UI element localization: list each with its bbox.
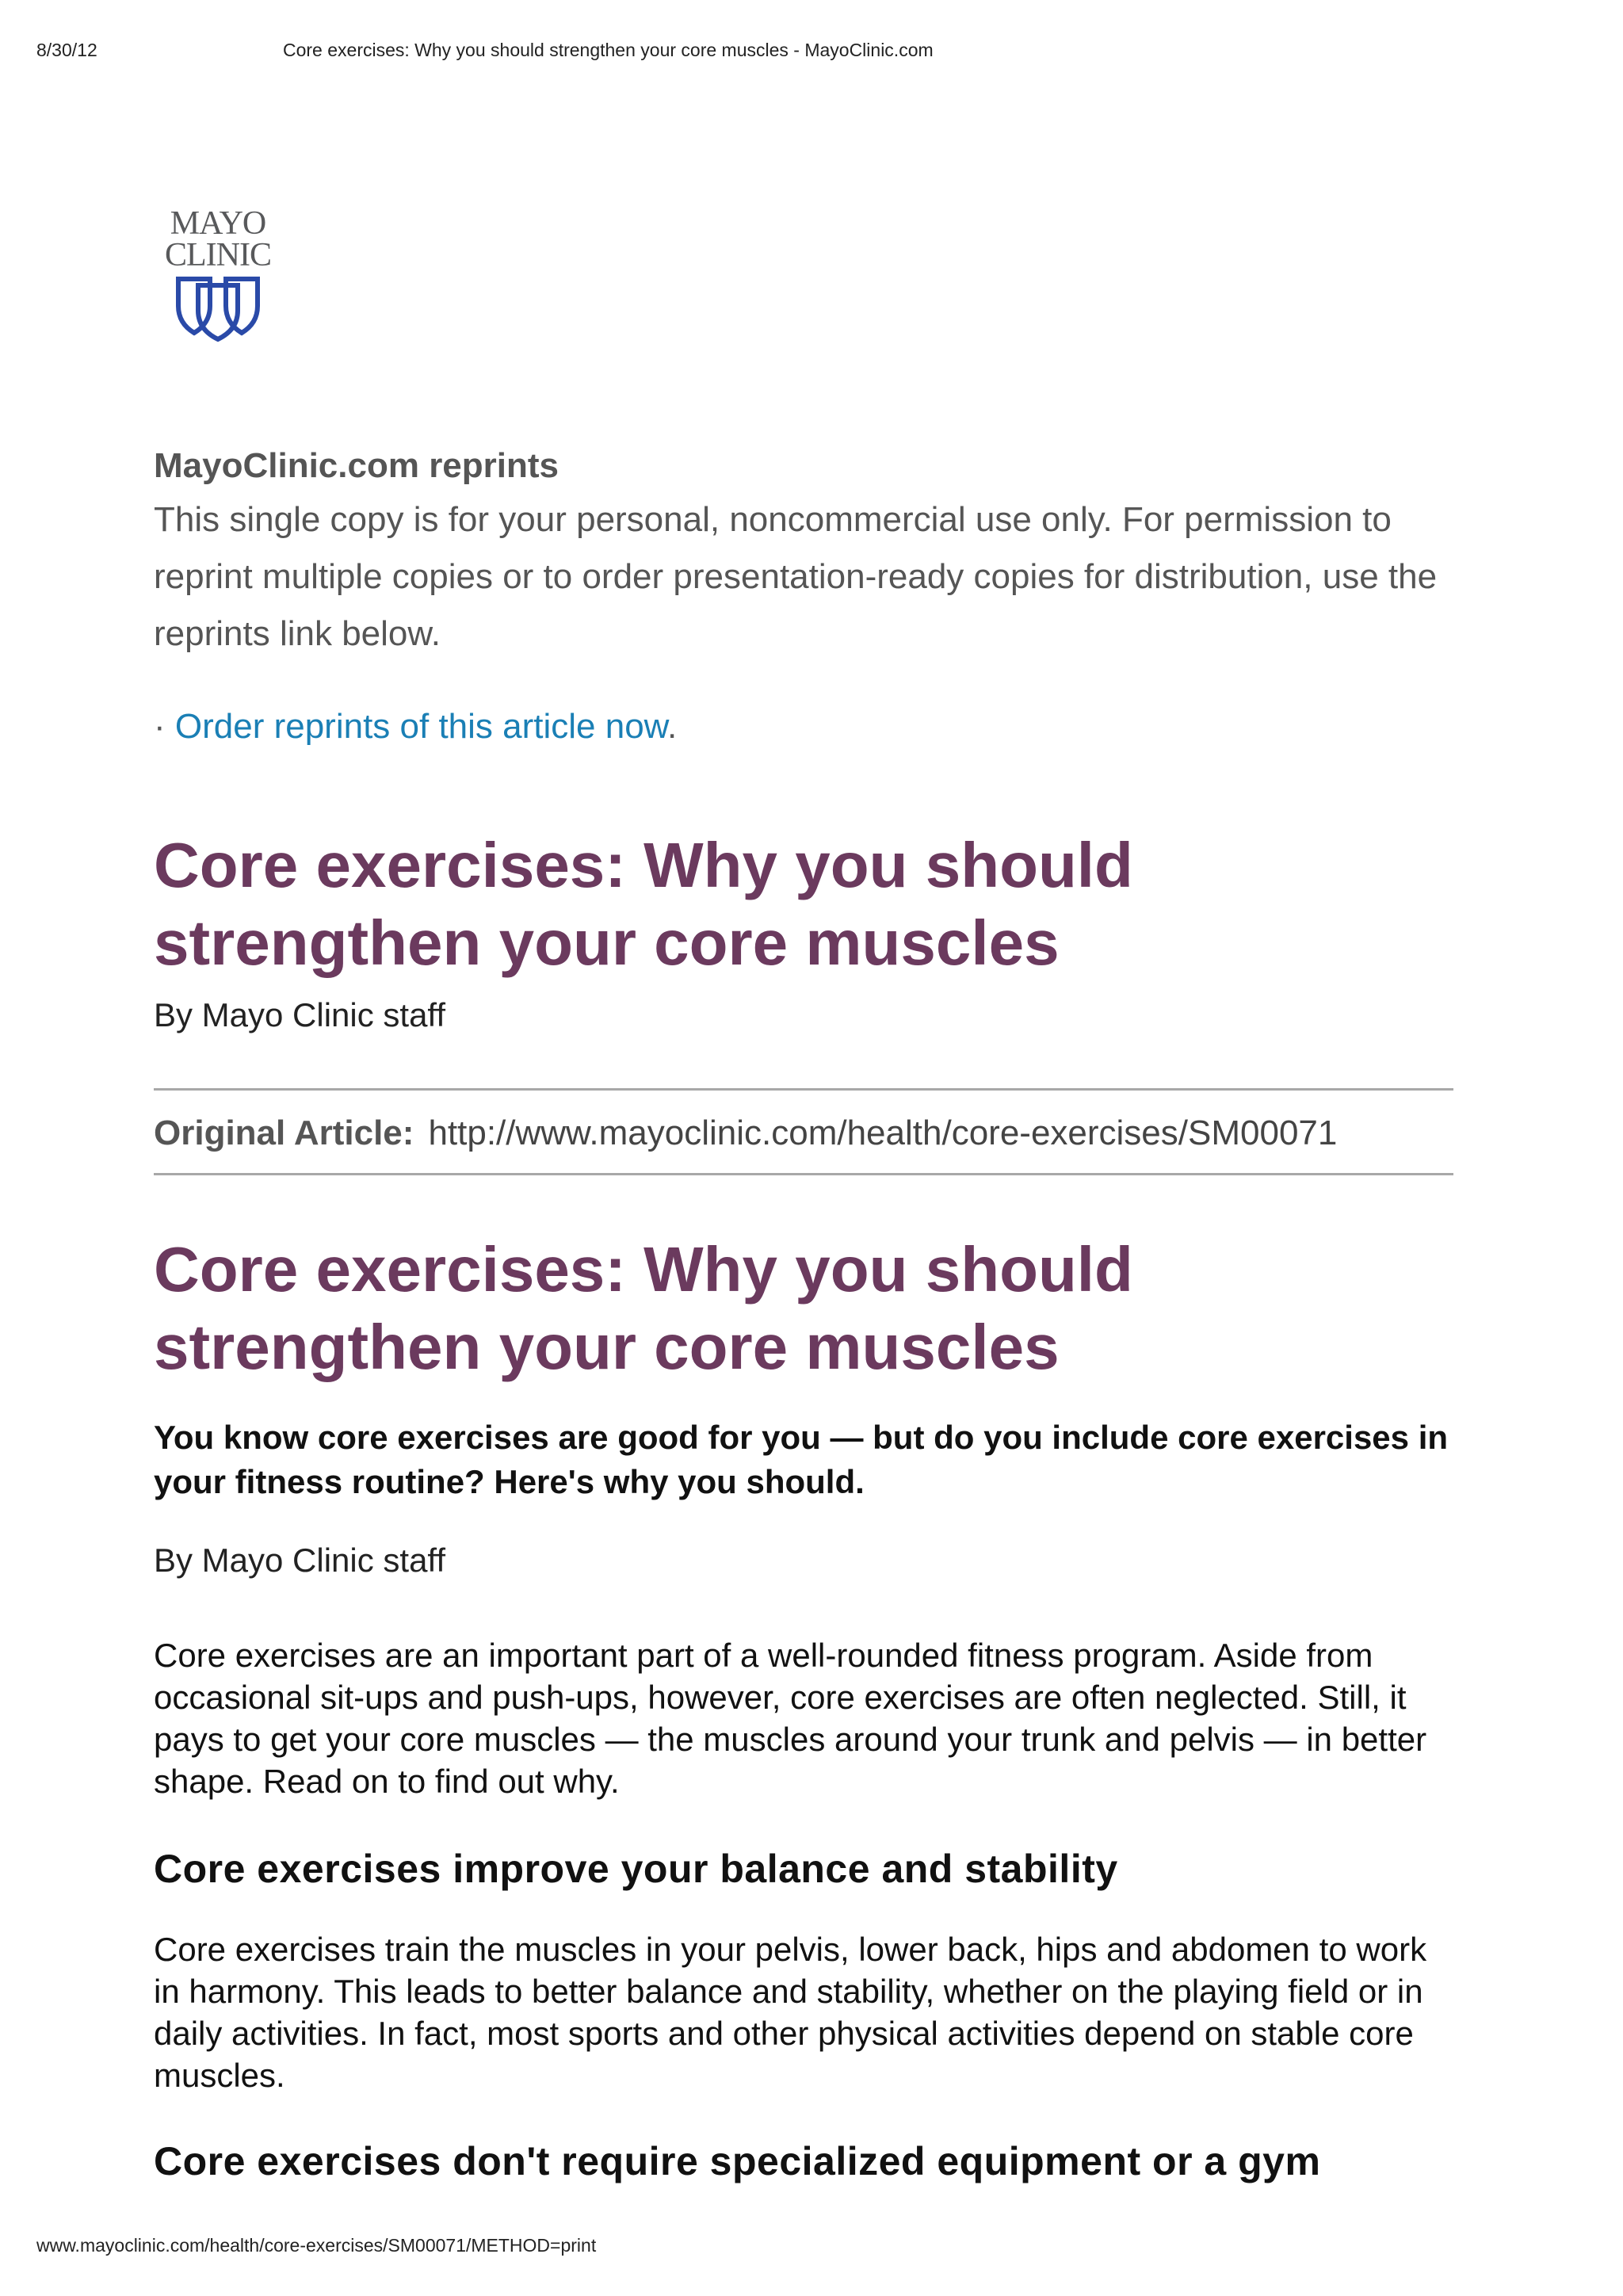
original-article-label: Original Article: bbox=[154, 1114, 414, 1152]
divider-bottom bbox=[154, 1173, 1453, 1175]
shield-icon bbox=[174, 274, 262, 342]
section-heading-equipment: Core exercises don't require specialized equipment or a gym bbox=[154, 2139, 1321, 2183]
article-header-title: Core exercises: Why you should strengthen your core muscles bbox=[154, 830, 1133, 978]
mayo-clinic-logo[interactable] bbox=[151, 205, 285, 342]
article-paragraph-1: Core exercises are an important part of a well-rounded fitness program. Aside from occasional sit-ups and push-ups, however, core exercises are often neglected. Still, it pays to get your core muscles — the muscles around your trunk and pelvis — in better shape. Read on to find out why. bbox=[154, 1637, 1427, 1800]
logo-wordmark-clinic: CLINIC bbox=[165, 237, 271, 273]
bullet: · bbox=[154, 707, 175, 746]
original-article-url: http://www.mayoclinic.com/health/core-exercises/SM00071 bbox=[428, 1114, 1338, 1152]
link-suffix: . bbox=[667, 707, 678, 746]
original-article bbox=[154, 1114, 1337, 1153]
reprints-link-line bbox=[154, 707, 677, 747]
article-header-byline: By Mayo Clinic staff bbox=[154, 996, 446, 1033]
reprints-title: MayoClinic.com reprints bbox=[154, 446, 559, 485]
divider-top bbox=[154, 1088, 1453, 1091]
print-page-title: Core exercises: Why you should strengthen your core muscles - MayoClinic.com bbox=[283, 40, 934, 60]
article-intro: You know core exercises are good for you — but do you include core exercises in your fitness routine? Here's why you should. bbox=[154, 1419, 1449, 1500]
reprints-notice: This single copy is for your personal, noncommercial use only. For permission to reprint multiple copies or to order presentation-ready copies for distribution, use the reprints link below. bbox=[154, 500, 1438, 653]
section-heading-balance: Core exercises improve your balance and stability bbox=[154, 1847, 1118, 1891]
article-paragraph-2: Core exercises train the muscles in your pelvis, lower back, hips and abdomen to work in harmony. This leads to better balance and stability, whether on the playing field or in daily activities. In fact, most sports and other physical activities depend on stable core muscles. bbox=[154, 1931, 1427, 2094]
print-date: 8/30/12 bbox=[36, 40, 97, 60]
article-byline: By Mayo Clinic staff bbox=[154, 1541, 446, 1579]
article-title: Core exercises: Why you should strengthen your core muscles bbox=[154, 1234, 1133, 1382]
logo-wordmark-mayo: MAYO bbox=[170, 205, 266, 242]
print-footer-url: www.mayoclinic.com/health/core-exercises/SM00071/METHOD=print bbox=[36, 2235, 597, 2256]
order-reprints-link[interactable]: Order reprints of this article now bbox=[174, 707, 668, 746]
